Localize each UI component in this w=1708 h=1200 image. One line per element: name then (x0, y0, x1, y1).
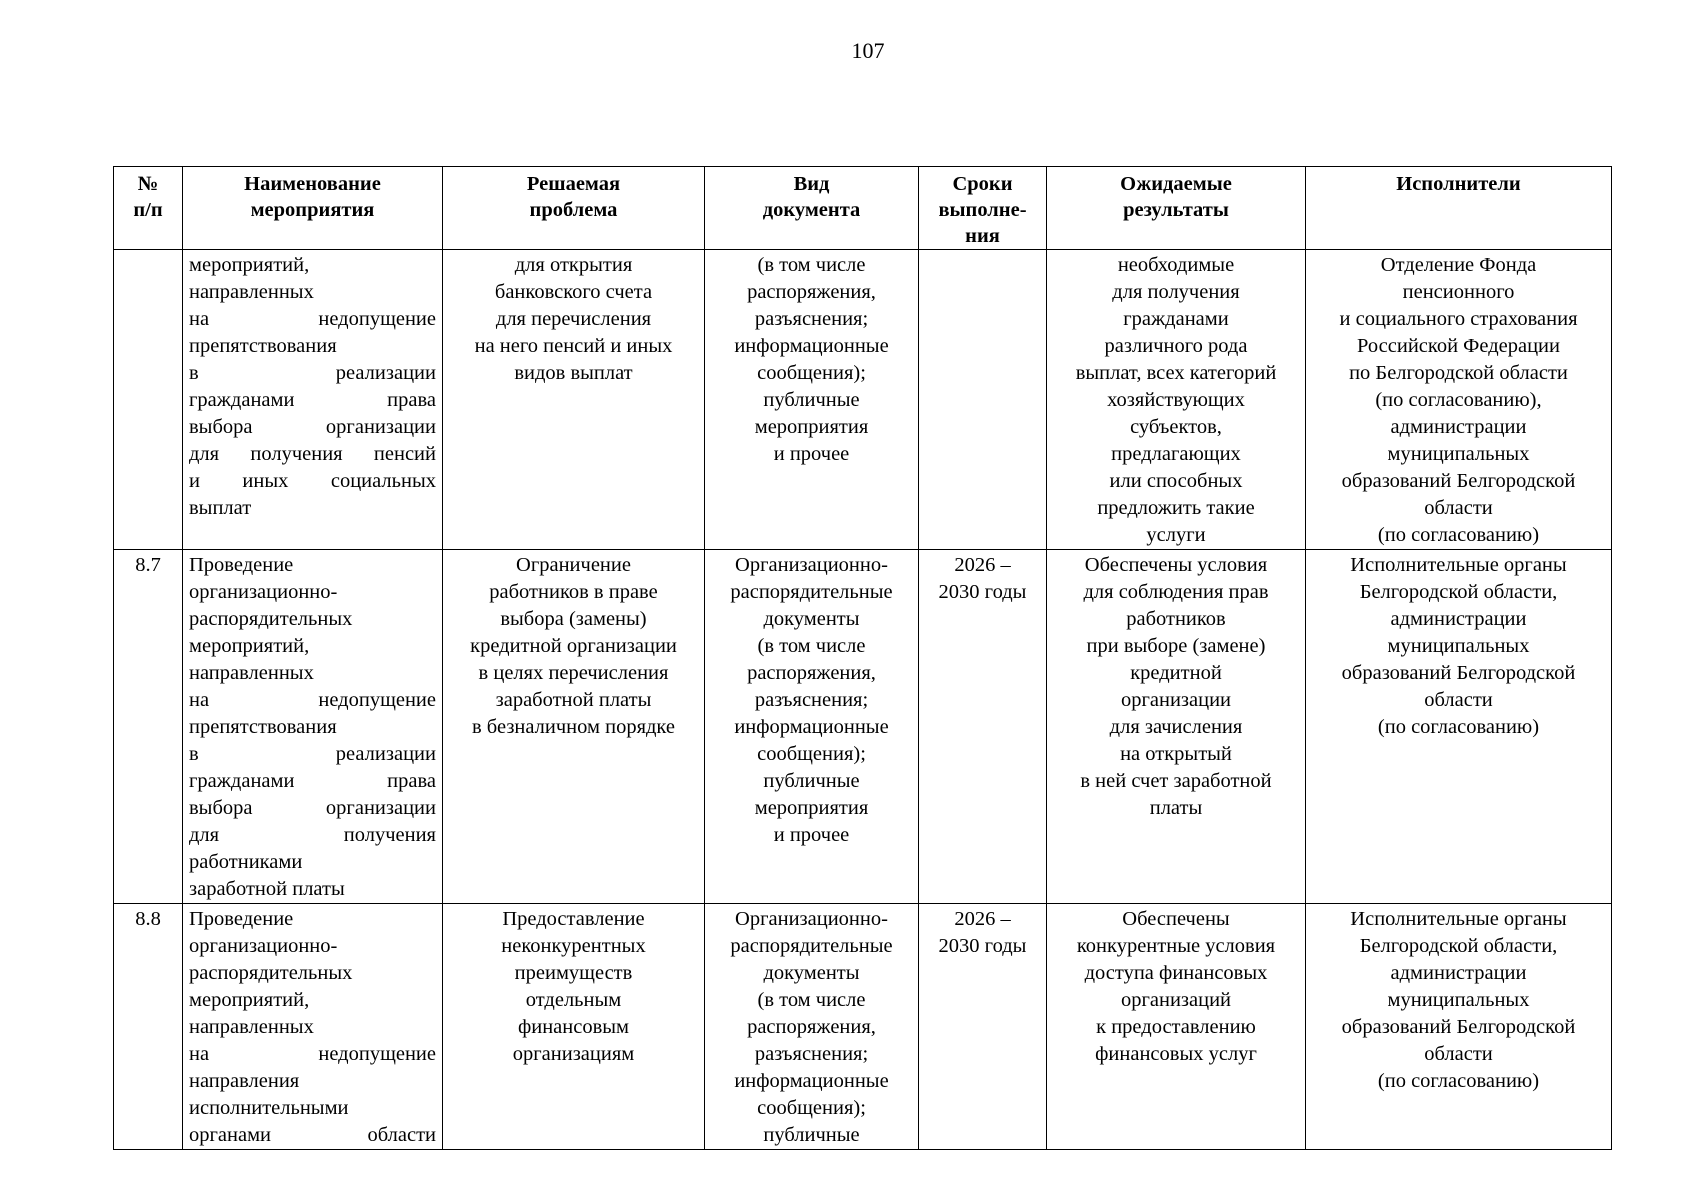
table-row (114, 904, 1612, 1150)
cell-line: направленных (189, 281, 314, 303)
cell-line: и иных социальных (189, 470, 436, 492)
cell-line: органами области (189, 1124, 436, 1146)
header-expected-results (1047, 167, 1306, 250)
cell-line: (по согласованию) (1377, 524, 1540, 546)
cell-line: образований Белгородской (1341, 1016, 1576, 1038)
cell-line: заработной платы (189, 878, 345, 900)
cell-line: для получения пенсий (189, 443, 436, 465)
table-row (114, 550, 1612, 904)
cell-executors (1306, 250, 1612, 550)
cell-line: области (1424, 689, 1493, 711)
cell-line: в целях перечисления (478, 662, 669, 684)
cell-line: доступа финансовых (1084, 962, 1268, 984)
cell-line: Проведение (189, 908, 294, 930)
cell-line: документы (763, 608, 860, 630)
cell-line: работников в праве (489, 581, 658, 603)
cell-line: препятствования (189, 716, 337, 738)
cell-line: гражданами (1123, 308, 1229, 330)
cell-line: разъяснения; (754, 308, 869, 330)
header-line: Наименование (244, 173, 381, 195)
cell-number (114, 250, 183, 550)
cell-line: Ограничение (516, 554, 631, 576)
cell-line: предложить такие (1097, 497, 1255, 519)
cell-line: Предоставление (502, 908, 645, 930)
cell-line: работниками (189, 851, 303, 873)
cell-line: публичные (763, 1124, 860, 1146)
cell-line: предлагающих (1111, 443, 1241, 465)
cell-line: выбора организации (189, 797, 436, 819)
cell-line: организационно- (189, 935, 338, 957)
cell-line: по Белгородской области (1349, 362, 1568, 384)
cell-line: субъектов, (1130, 416, 1222, 438)
cell-line: Российской Федерации (1357, 335, 1560, 357)
table-row (114, 250, 1612, 550)
header-line: № (137, 173, 159, 195)
cell-line: отдельным (525, 989, 622, 1011)
cell-line: мероприятий, (189, 989, 310, 1011)
cell-line: направленных (189, 662, 314, 684)
cell-line: 2030 годы (938, 581, 1027, 603)
cell-line: информационные (734, 1070, 889, 1092)
header-line: Ожидаемые (1120, 173, 1232, 195)
cell-line: на недопущение (189, 689, 436, 711)
cell-line: различного рода (1104, 335, 1248, 357)
table-header-row (114, 167, 1612, 250)
cell-line: или способных (1109, 470, 1243, 492)
header-line: ния (965, 225, 1000, 247)
cell-line: организационно- (189, 581, 338, 603)
header-line: проблема (529, 199, 618, 221)
cell-line: услуги (1146, 524, 1206, 546)
cell-line: Организационно- (735, 554, 888, 576)
cell-line: информационные (734, 716, 889, 738)
header-line: Исполнители (1396, 173, 1521, 195)
cell-line: заработной платы (495, 689, 652, 711)
cell-line: Отделение Фонда (1380, 254, 1537, 276)
cell-line: Белгородской области, (1359, 935, 1558, 957)
cell-line: мероприятий, (189, 635, 310, 657)
cell-line: для получения (189, 824, 436, 846)
header-line: документа (762, 199, 861, 221)
header-line: Сроки (952, 173, 1013, 195)
cell-line: мероприятия (754, 797, 869, 819)
cell-line: администрации (1390, 608, 1527, 630)
cell-line: на недопущение (189, 1043, 436, 1065)
cell-line: препятствования (189, 335, 337, 357)
cell-line: организациям (512, 1043, 635, 1065)
cell-line: финансовым (517, 1016, 630, 1038)
cell-line: видов выплат (514, 362, 633, 384)
cell-line: при выборе (замене) (1086, 635, 1266, 657)
cell-line: разъяснения; (754, 689, 869, 711)
header-problem (443, 167, 705, 250)
cell-number: 8.8 (114, 904, 183, 1150)
cell-line: в безналичном порядке (472, 716, 675, 738)
cell-line: для получения (1112, 281, 1240, 303)
cell-line: разъяснения; (754, 1043, 869, 1065)
header-line: выполне- (938, 199, 1027, 221)
cell-line: администрации (1390, 416, 1527, 438)
cell-expected-results (1047, 550, 1306, 904)
cell-line: организации (1120, 689, 1232, 711)
cell-line: выбора организации (189, 416, 436, 438)
cell-line: в реализации (189, 743, 436, 765)
cell-line: муниципальных (1387, 635, 1530, 657)
page-number: 107 (851, 38, 885, 63)
cell-line: Обеспечены условия (1084, 554, 1268, 576)
cell-line: необходимые (1117, 254, 1235, 276)
cell-line: мероприятий, (189, 254, 310, 276)
cell-line: Организационно- (735, 908, 888, 930)
cell-line: исполнительными (189, 1097, 349, 1119)
cell-line: кредитной организации (470, 635, 677, 657)
cell-line: сообщения); (757, 1097, 866, 1119)
cell-line: пенсионного (1402, 281, 1515, 303)
cell-line: (по согласованию) (1377, 1070, 1540, 1092)
cell-line: распорядительных (189, 962, 353, 984)
cell-line: администрации (1390, 962, 1527, 984)
header-terms (919, 167, 1047, 250)
cell-terms (919, 250, 1047, 550)
cell-measure-name (183, 550, 443, 904)
cell-measure-name (183, 904, 443, 1150)
header-measure-name (183, 167, 443, 250)
cell-line: распоряжения, (747, 662, 876, 684)
cell-number: 8.7 (114, 550, 183, 904)
cell-line: хозяйствующих (1107, 389, 1245, 411)
cell-line: кредитной (1130, 662, 1222, 684)
cell-line: финансовых услуг (1095, 1043, 1257, 1065)
header-line: Решаемая (526, 173, 621, 195)
cell-line: и социального страхования (1339, 308, 1578, 330)
cell-line: работников (1126, 608, 1226, 630)
cell-line: документы (763, 962, 860, 984)
cell-line: на недопущение (189, 308, 436, 330)
cell-line: мероприятия (754, 416, 869, 438)
cell-line: 2026 – (954, 908, 1011, 930)
cell-line: (по согласованию), (1375, 389, 1542, 411)
cell-line: в ней счет заработной (1080, 770, 1272, 792)
cell-line: банковского счета (494, 281, 653, 303)
cell-line: публичные (763, 770, 860, 792)
header-document-type (705, 167, 919, 250)
cell-terms (919, 904, 1047, 1150)
cell-line: области (1424, 1043, 1493, 1065)
cell-line: организаций (1120, 989, 1232, 1011)
cell-terms (919, 550, 1047, 904)
cell-line: и прочее (773, 443, 850, 465)
cell-line: на него пенсий и иных (474, 335, 673, 357)
cell-line: (в том числе (757, 254, 866, 276)
cell-line: выплат, всех категорий (1075, 362, 1277, 384)
cell-executors (1306, 550, 1612, 904)
cell-line: (в том числе (757, 989, 866, 1011)
cell-line: Белгородской области, (1359, 581, 1558, 603)
cell-line: распорядительные (730, 935, 893, 957)
cell-line: муниципальных (1387, 989, 1530, 1011)
cell-document-type (705, 250, 919, 550)
cell-line: сообщения); (757, 362, 866, 384)
cell-line: образований Белгородской (1341, 662, 1576, 684)
header-line: п/п (133, 199, 163, 221)
cell-document-type (705, 550, 919, 904)
header-line: Вид (793, 173, 830, 195)
cell-line: распоряжения, (747, 1016, 876, 1038)
cell-line: неконкурентных (501, 935, 646, 957)
cell-line: Обеспечены (1122, 908, 1230, 930)
cell-expected-results (1047, 250, 1306, 550)
cell-line: Исполнительные органы (1350, 908, 1567, 930)
cell-line: распорядительные (730, 581, 893, 603)
cell-line: платы (1149, 797, 1203, 819)
cell-line: на открытый (1120, 743, 1232, 765)
cell-line: (в том числе (757, 635, 866, 657)
cell-line: конкурентные условия (1076, 935, 1276, 957)
header-executors (1306, 167, 1612, 250)
cell-line: образований Белгородской (1341, 470, 1576, 492)
cell-line: выплат (189, 497, 252, 519)
cell-line: к предоставлению (1096, 1016, 1256, 1038)
cell-line: преимуществ (514, 962, 633, 984)
cell-executors (1306, 904, 1612, 1150)
cell-line: гражданами права (189, 770, 436, 792)
cell-measure-name (183, 250, 443, 550)
header-line: результаты (1123, 199, 1229, 221)
cell-line: информационные (734, 335, 889, 357)
cell-line: Исполнительные органы (1350, 554, 1567, 576)
cell-line: 2030 годы (938, 935, 1027, 957)
cell-line: распорядительных (189, 608, 353, 630)
cell-line: выбора (замены) (500, 608, 647, 630)
cell-line: области (1424, 497, 1493, 519)
cell-line: для открытия (514, 254, 633, 276)
cell-line: Проведение (189, 554, 294, 576)
cell-line: для соблюдения прав (1083, 581, 1269, 603)
header-line: мероприятия (250, 199, 375, 221)
cell-line: направленных (189, 1016, 314, 1038)
cell-line: направления (189, 1070, 300, 1092)
cell-line: распоряжения, (747, 281, 876, 303)
cell-line: сообщения); (757, 743, 866, 765)
cell-document-type (705, 904, 919, 1150)
cell-line: для перечисления (495, 308, 652, 330)
cell-line: муниципальных (1387, 443, 1530, 465)
cell-line: гражданами права (189, 389, 436, 411)
measures-table (113, 166, 1612, 1150)
cell-line: и прочее (773, 824, 850, 846)
cell-line: 2026 – (954, 554, 1011, 576)
cell-problem (443, 904, 705, 1150)
cell-problem (443, 250, 705, 550)
header-number (114, 167, 183, 250)
cell-line: для зачисления (1109, 716, 1243, 738)
cell-problem (443, 550, 705, 904)
cell-line: в реализации (189, 362, 436, 384)
cell-expected-results (1047, 904, 1306, 1150)
cell-line: (по согласованию) (1377, 716, 1540, 738)
cell-line: публичные (763, 389, 860, 411)
